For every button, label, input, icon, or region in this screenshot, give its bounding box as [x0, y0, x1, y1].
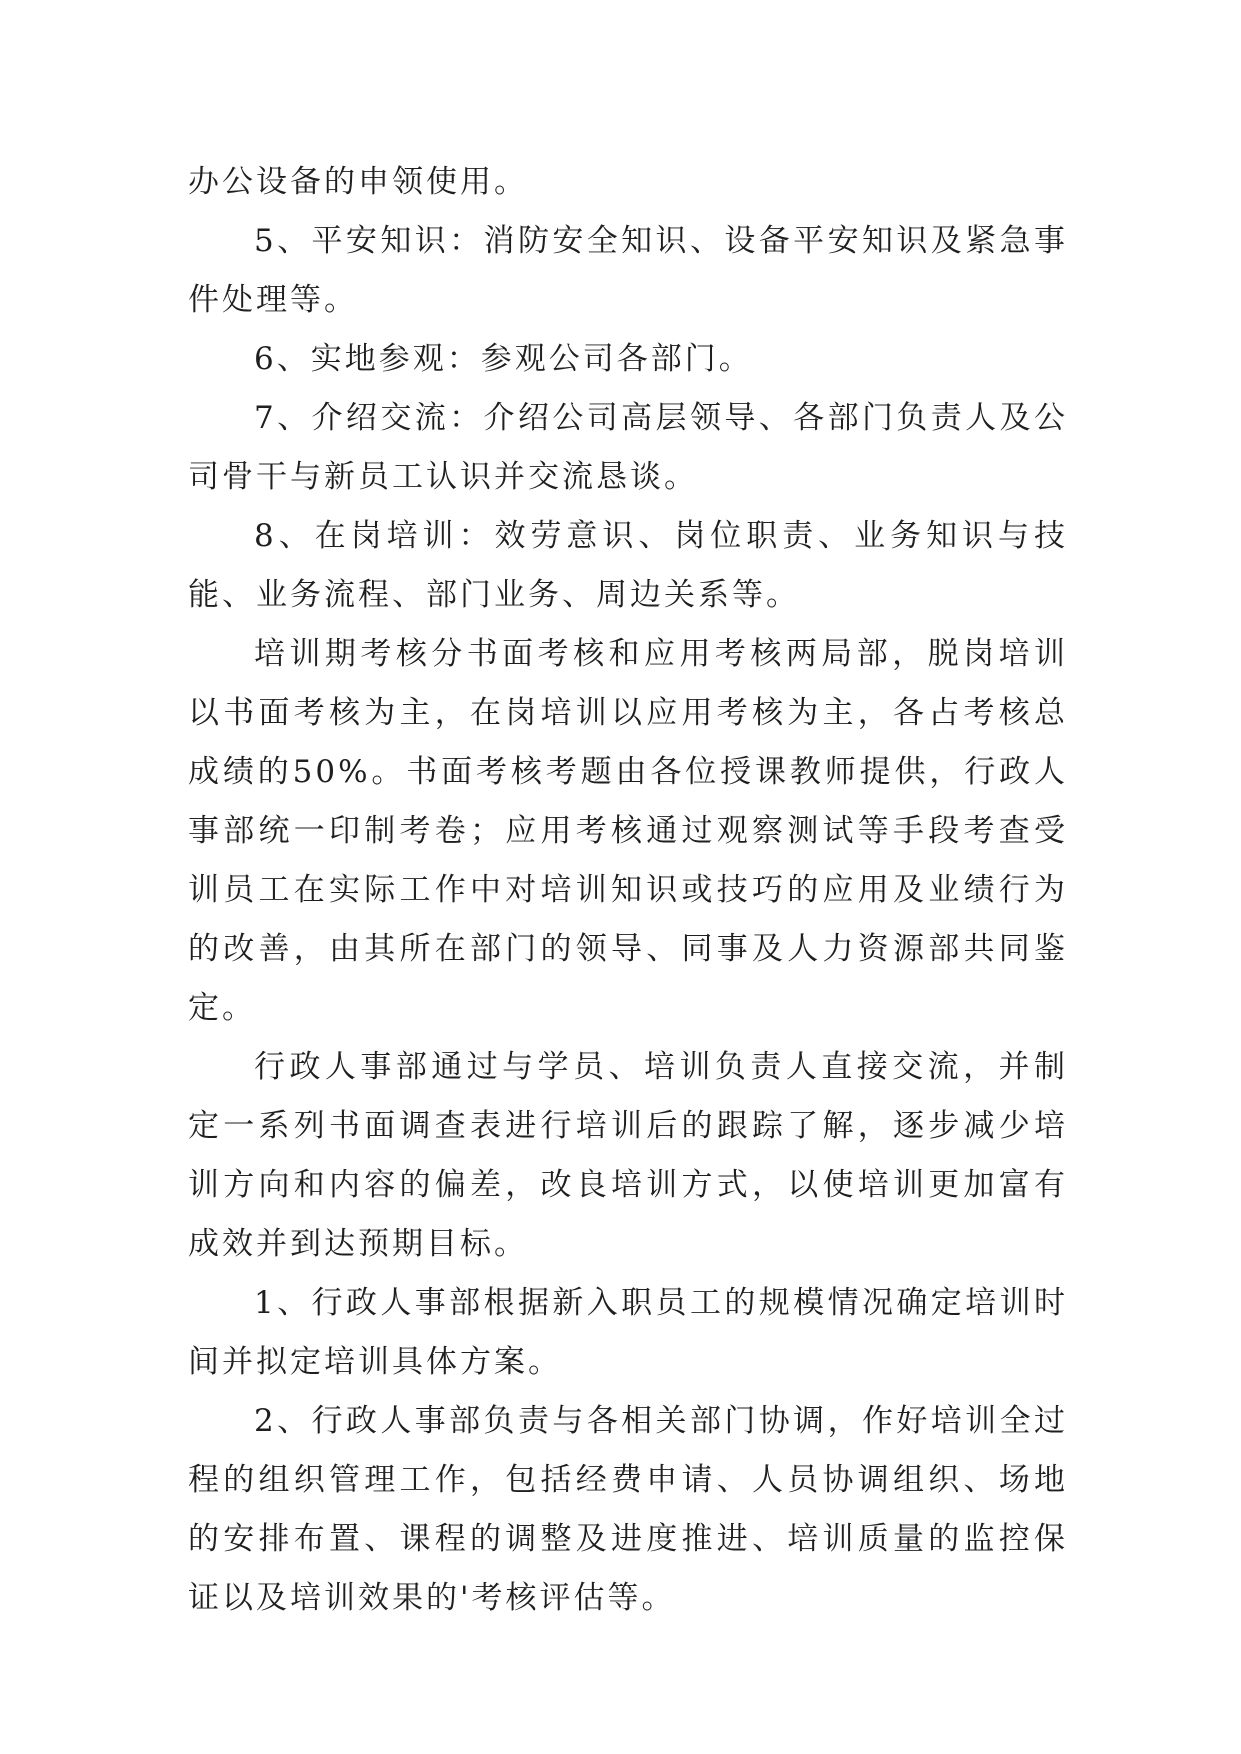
paragraph-assessment: 培训期考核分书面考核和应用考核两局部，脱岗培训以书面考核为主，在岗培训以应用考核为主，各占考核总成绩的50%。书面考核考题由各位授课教师提供，行政人事部统一印制考卷；应用考核通过观察测试等手段考查受训员工在实际工作中对培训知识或技巧的应用及业绩行为的改善，由其所在部门的领导、同事及人力资源部共同鉴定。	[188, 636, 1068, 1026]
paragraph-step-2: 2、行政人事部负责与各相关部门协调，作好培训全过程的组织管理工作，包括经费申请、人员协调组织、场地的安排布置、课程的调整及进度推进、培训质量的监控保证以及培训效果的'考核评估等。	[188, 1403, 1068, 1616]
document-body	[188, 153, 1068, 1628]
paragraph-step-1: 1、行政人事部根据新入职员工的规模情况确定培训时间并拟定培训具体方案。	[188, 1285, 1068, 1380]
paragraph-followup: 行政人事部通过与学员、培训负责人直接交流，并制定一系列书面调查表进行培训后的跟踪了解，逐步减少培训方向和内容的偏差，改良培训方式，以使培训更加富有成效并到达预期目标。	[188, 1049, 1068, 1262]
paragraph-item-5-safety: 5、平安知识：消防安全知识、设备平安知识及紧急事件处理等。	[188, 223, 1068, 318]
paragraph-item-8-onjob: 8、在岗培训：效劳意识、岗位职责、业务知识与技能、业务流程、部门业务、周边关系等。	[188, 518, 1068, 613]
paragraph-item-6-visit: 6、实地参观：参观公司各部门。	[254, 341, 753, 377]
paragraph-continuation: 办公设备的申领使用。	[188, 164, 528, 200]
paragraph-item-7-exchange: 7、介绍交流：介绍公司高层领导、各部门负责人及公司骨干与新员工认识并交流恳谈。	[188, 400, 1068, 495]
